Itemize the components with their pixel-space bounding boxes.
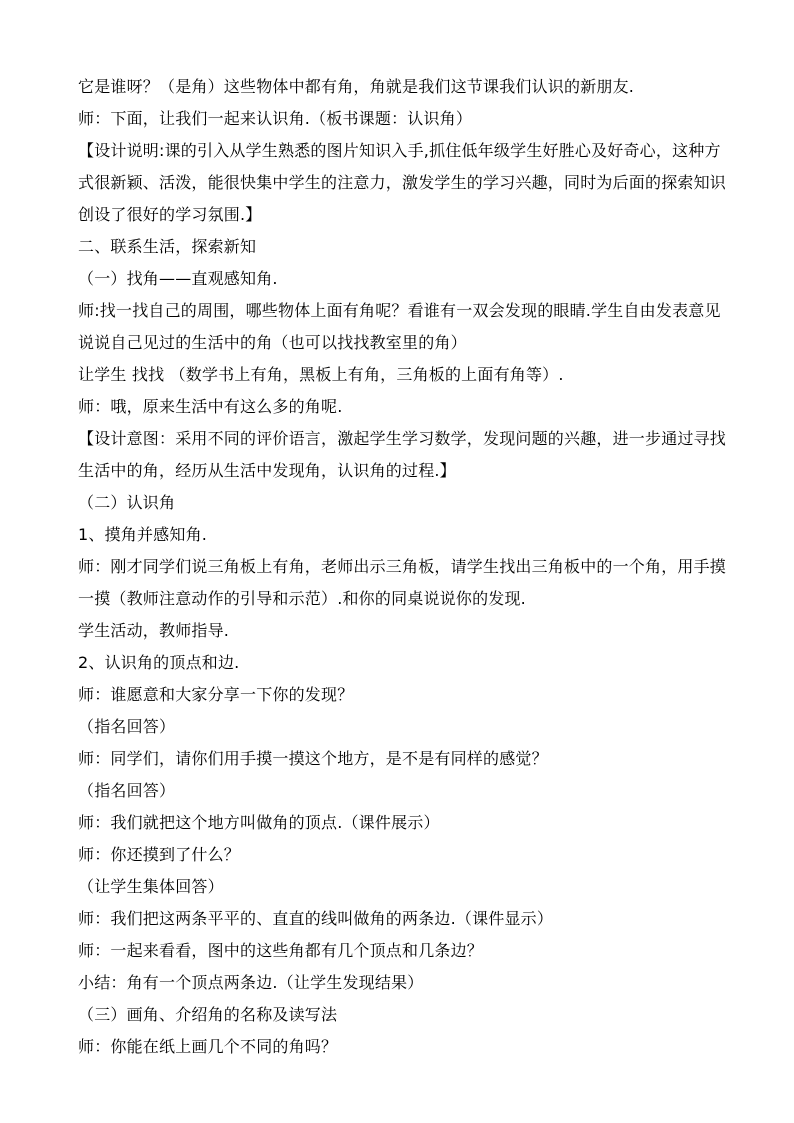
text-line: 让学生 找找 （数学书上有角，黑板上有角，三角板的上面有角等）. bbox=[78, 365, 564, 384]
text-line: 师：哦，原来生活中有这么多的角呢. bbox=[78, 397, 343, 416]
text-line: 【设计说明:课的引入从学生熟悉的图片知识入手,抓住低年级学生好胜心及好奇心，这种方 bbox=[78, 141, 721, 160]
text-line: 说说自己见过的生活中的角（也可以找找教室里的角） bbox=[78, 333, 467, 352]
text-line: 师：你还摸到了什么？ bbox=[78, 845, 241, 864]
text-line: 一摸（教师注意动作的引导和示范）.和你的同桌说说你的发现. bbox=[78, 589, 526, 608]
text-line: 师:找一找自己的周围，哪些物体上面有角呢？看谁有一双会发现的眼睛.学生自由发表意见 bbox=[78, 301, 721, 320]
text-line: 创设了很好的学习氛围.】 bbox=[78, 205, 262, 224]
subsection-heading: （二）认识角 bbox=[78, 493, 176, 512]
text-line: 师：同学们，请你们用手摸一摸这个地方，是不是有同样的感觉？ bbox=[78, 749, 548, 768]
text-line: （指名回答） bbox=[78, 781, 176, 800]
text-line: 师：谁愿意和大家分享一下你的发现？ bbox=[78, 685, 354, 704]
text-line: （让学生集体回答） bbox=[78, 877, 224, 896]
text-line: 师：一起来看看，图中的这些角都有几个顶点和几条边？ bbox=[78, 941, 484, 960]
text-line: 【设计意图：采用不同的评价语言，激起学生学习数学，发现问题的兴趣，进一步通过寻找 bbox=[78, 429, 727, 448]
subsection-heading: （一）找角——直观感知角. bbox=[78, 269, 278, 288]
text-line: 师：你能在纸上画几个不同的角吗？ bbox=[78, 1037, 338, 1056]
text-line: 师：我们就把这个地方叫做角的顶点.（课件展示） bbox=[78, 813, 440, 832]
subsection-heading: （三）画角、介绍角的名称及读写法 bbox=[78, 1005, 338, 1024]
text-line: 学生活动，教师指导. bbox=[78, 621, 230, 640]
text-line: 它是谁呀？（是角）这些物体中都有角，角就是我们这节课我们认识的新朋友. bbox=[78, 77, 635, 96]
section-heading: 二、联系生活，探索新知 bbox=[78, 237, 257, 256]
text-line: （指名回答） bbox=[78, 717, 176, 736]
text-line: 师：我们把这两条平平的、直直的线叫做角的两条边.（课件显示） bbox=[78, 909, 554, 928]
text-line: 式很新颖、活泼，能很快集中学生的注意力，激发学生的学习兴趣，同时为后面的探索知识 bbox=[78, 173, 727, 192]
text-line: 师：下面，让我们一起来认识角.（板书课题：认识角） bbox=[78, 109, 473, 128]
text-line: 小结：角有一个顶点两条边.（让学生发现结果） bbox=[78, 973, 424, 992]
text-line: 1、摸角并感知角. bbox=[78, 525, 208, 544]
text-line: 生活中的角，经历从生活中发现角，认识角的过程.】 bbox=[78, 461, 456, 480]
text-line: 师：刚才同学们说三角板上有角，老师出示三角板，请学生找出三角板中的一个角，用手摸 bbox=[78, 557, 727, 576]
text-line: 2、认识角的顶点和边. bbox=[78, 653, 240, 672]
